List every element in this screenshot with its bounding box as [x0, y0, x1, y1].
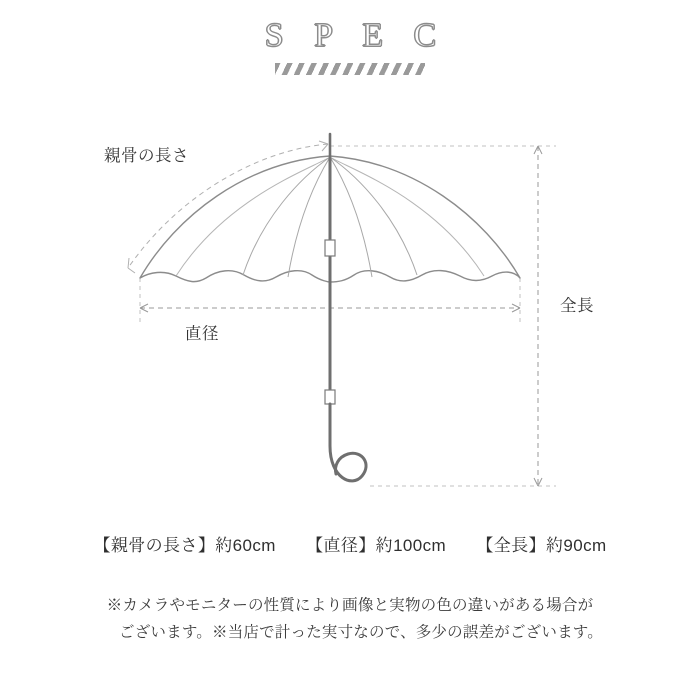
umbrella-handle — [330, 404, 366, 481]
label-total-length: 全長 — [560, 297, 594, 315]
umbrella-spec-diagram — [0, 98, 700, 518]
title-block — [0, 18, 700, 75]
label-diameter: 直径 — [185, 325, 219, 343]
label-rib-length: 親骨の長さ — [104, 147, 189, 165]
diagonal-stripes-divider — [275, 63, 425, 75]
vertical-dimension-arrow-icon — [534, 146, 542, 486]
guide-lines — [140, 146, 556, 486]
spec-values-row — [0, 531, 700, 556]
page-title: S P E C — [264, 17, 448, 54]
spec-total-length: 【全長】約90cm — [476, 536, 607, 555]
spec-diameter: 【直径】約100cm — [306, 536, 447, 555]
note-line-2: ございます。※当店で計った実寸なので、多少の誤差がございます。 — [119, 624, 603, 642]
spec-rib-length: 【親骨の長さ】約60cm — [93, 536, 276, 555]
note-line-1: ※カメラやモニターの性質により画像と実物の色の違いがある場合が — [106, 597, 594, 614]
disclaimer-note — [0, 592, 700, 646]
